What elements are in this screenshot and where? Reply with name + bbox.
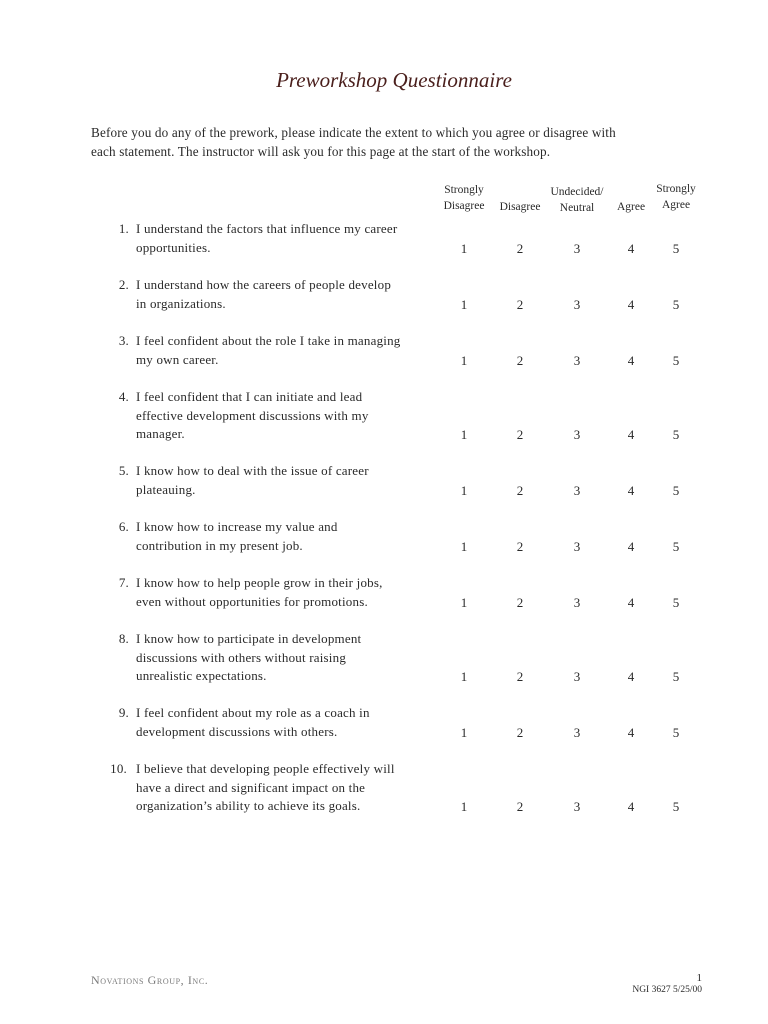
rating-option-5[interactable]: 5 bbox=[672, 296, 680, 312]
rating-option-1[interactable]: 1 bbox=[460, 799, 468, 814]
rating-option-5[interactable]: 5 bbox=[672, 240, 680, 256]
rating-option-5[interactable]: 5 bbox=[672, 427, 680, 442]
rating-option-2[interactable]: 2 bbox=[516, 669, 524, 684]
rating-option-1[interactable]: 1 bbox=[460, 296, 468, 312]
document-code: NGI 3627 5/25/00 bbox=[632, 985, 702, 995]
footer-info bbox=[632, 972, 702, 996]
question-text bbox=[136, 462, 369, 499]
rating-option-4[interactable]: 4 bbox=[627, 594, 635, 610]
question-text-line: plateauing. bbox=[136, 481, 196, 497]
rating-option-3[interactable]: 3 bbox=[573, 669, 581, 684]
scale-header-line: Agree bbox=[661, 198, 691, 211]
intro-line: Before you do any of the prework, please indicate the extent to which you agree or disagree with bbox=[91, 125, 616, 140]
rating-option-1[interactable]: 1 bbox=[460, 669, 468, 684]
rating-option-1[interactable]: 1 bbox=[460, 352, 468, 368]
question-text-line: discussions with others without raising bbox=[136, 649, 347, 665]
scale-header bbox=[444, 183, 485, 214]
rating-option-3[interactable]: 3 bbox=[573, 240, 581, 256]
rating-option-2[interactable]: 2 bbox=[516, 240, 524, 256]
scale-header-line: Disagree bbox=[499, 201, 541, 213]
rating-option-1[interactable]: 1 bbox=[460, 427, 468, 442]
question-text bbox=[136, 760, 395, 816]
question-text-line: I know how to participate in development bbox=[136, 631, 362, 646]
rating-option-5[interactable]: 5 bbox=[672, 538, 680, 554]
rating-option-5[interactable]: 5 bbox=[672, 724, 680, 740]
question-text-line: I believe that developing people effectively will bbox=[136, 761, 395, 776]
rating-option-3[interactable]: 3 bbox=[573, 296, 581, 312]
question-text-line: I feel confident about my role as a coach in bbox=[136, 705, 370, 720]
rating-option-4[interactable]: 4 bbox=[627, 427, 635, 442]
rating-option-4[interactable]: 4 bbox=[627, 482, 635, 498]
rating-option-2[interactable]: 2 bbox=[516, 724, 524, 740]
rating-option-2[interactable]: 2 bbox=[516, 594, 524, 610]
rating-option-5[interactable]: 5 bbox=[672, 594, 680, 610]
scale-header bbox=[500, 200, 541, 216]
question-number: 3. bbox=[118, 333, 129, 348]
question-text-line: unrealistic expectations. bbox=[136, 668, 267, 683]
scale-header-line: Undecided/ bbox=[550, 186, 604, 198]
scale-header-line: Agree bbox=[616, 201, 646, 213]
rating-option-3[interactable]: 3 bbox=[573, 594, 581, 610]
question-number: 9. bbox=[118, 705, 129, 720]
rating-option-1[interactable]: 1 bbox=[460, 482, 468, 498]
question-text-line: manager. bbox=[136, 426, 185, 441]
rating-option-4[interactable]: 4 bbox=[627, 799, 635, 814]
rating-option-1[interactable]: 1 bbox=[460, 240, 468, 256]
rating-option-3[interactable]: 3 bbox=[573, 482, 581, 498]
question-text-line: opportunities. bbox=[136, 239, 211, 255]
rating-option-3[interactable]: 3 bbox=[573, 799, 581, 814]
scale-header bbox=[656, 182, 696, 213]
rating-option-5[interactable]: 5 bbox=[672, 482, 680, 498]
question-number: 1. bbox=[118, 221, 129, 236]
company-name: Novations Group, Inc. bbox=[91, 973, 209, 987]
question-text bbox=[136, 518, 338, 555]
scale-header-line: Strongly bbox=[656, 183, 696, 195]
rating-option-1[interactable]: 1 bbox=[460, 538, 468, 554]
scale-header-line: Strongly bbox=[444, 184, 484, 196]
rating-option-4[interactable]: 4 bbox=[627, 669, 635, 684]
question-number: 10. bbox=[110, 761, 127, 776]
rating-option-3[interactable]: 3 bbox=[573, 352, 581, 368]
rating-option-4[interactable]: 4 bbox=[627, 296, 635, 312]
question-text-line: I know how to increase my value and bbox=[136, 519, 338, 534]
question-text-line: even without opportunities for promotions. bbox=[136, 593, 368, 609]
intro-paragraph bbox=[91, 124, 691, 161]
question-text-line: contribution in my present job. bbox=[136, 537, 303, 553]
rating-option-2[interactable]: 2 bbox=[516, 352, 524, 368]
rating-option-2[interactable]: 2 bbox=[516, 799, 524, 814]
question-text bbox=[136, 388, 369, 444]
rating-option-4[interactable]: 4 bbox=[627, 240, 635, 256]
rating-option-1[interactable]: 1 bbox=[460, 724, 468, 740]
rating-option-4[interactable]: 4 bbox=[627, 538, 635, 554]
question-number: 7. bbox=[118, 575, 129, 590]
rating-option-5[interactable]: 5 bbox=[672, 352, 680, 368]
question-text-line: in organizations. bbox=[136, 295, 226, 311]
question-number: 2. bbox=[118, 277, 129, 292]
rating-option-5[interactable]: 5 bbox=[672, 669, 680, 684]
rating-option-2[interactable]: 2 bbox=[516, 482, 524, 498]
question-text-line: I feel confident about the role I take in managing bbox=[136, 333, 401, 348]
rating-option-3[interactable]: 3 bbox=[573, 427, 581, 442]
intro-line: each statement. The instructor will ask you for this page at the start of the workshop. bbox=[91, 143, 551, 159]
scale-header-line: Disagree bbox=[443, 199, 485, 212]
rating-option-2[interactable]: 2 bbox=[516, 296, 524, 312]
question-text-line: effective development discussions with my bbox=[136, 407, 369, 423]
page-number: 1 bbox=[696, 972, 702, 984]
question-number: 6. bbox=[118, 519, 129, 534]
question-text bbox=[136, 704, 370, 741]
question-number: 5. bbox=[118, 463, 129, 478]
question-text bbox=[136, 220, 397, 257]
rating-option-5[interactable]: 5 bbox=[672, 799, 680, 814]
question-text bbox=[136, 630, 361, 686]
question-text bbox=[136, 332, 400, 369]
scale-header bbox=[617, 200, 645, 216]
page-title: Preworkshop Questionnaire bbox=[276, 68, 512, 92]
rating-option-2[interactable]: 2 bbox=[516, 427, 524, 442]
question-text-line: I understand how the careers of people develop bbox=[136, 277, 392, 292]
rating-option-3[interactable]: 3 bbox=[573, 538, 581, 554]
question-text-line: I feel confident that I can initiate and lead bbox=[136, 389, 363, 404]
question-text-line: have a direct and significant impact on the bbox=[136, 779, 366, 795]
question-text-line: I understand the factors that influence my career bbox=[136, 221, 398, 236]
scale-header bbox=[550, 185, 603, 216]
rating-option-3[interactable]: 3 bbox=[573, 724, 581, 740]
rating-option-1[interactable]: 1 bbox=[460, 594, 468, 610]
question-text-line: development discussions with others. bbox=[136, 723, 338, 739]
question-text-line: organization’s ability to achieve its goals. bbox=[136, 798, 361, 813]
question-text-line: I know how to help people grow in their jobs, bbox=[136, 575, 383, 590]
question-number: 4. bbox=[118, 389, 129, 404]
rating-option-4[interactable]: 4 bbox=[627, 352, 635, 368]
rating-option-4[interactable]: 4 bbox=[627, 724, 635, 740]
question-text bbox=[136, 276, 391, 313]
question-text-line: my own career. bbox=[136, 351, 219, 367]
question-text bbox=[136, 574, 383, 611]
question-text-line: I know how to deal with the issue of career bbox=[136, 463, 369, 478]
scale-header-line: Neutral bbox=[559, 201, 595, 214]
rating-option-2[interactable]: 2 bbox=[516, 538, 524, 554]
question-number: 8. bbox=[118, 631, 129, 646]
